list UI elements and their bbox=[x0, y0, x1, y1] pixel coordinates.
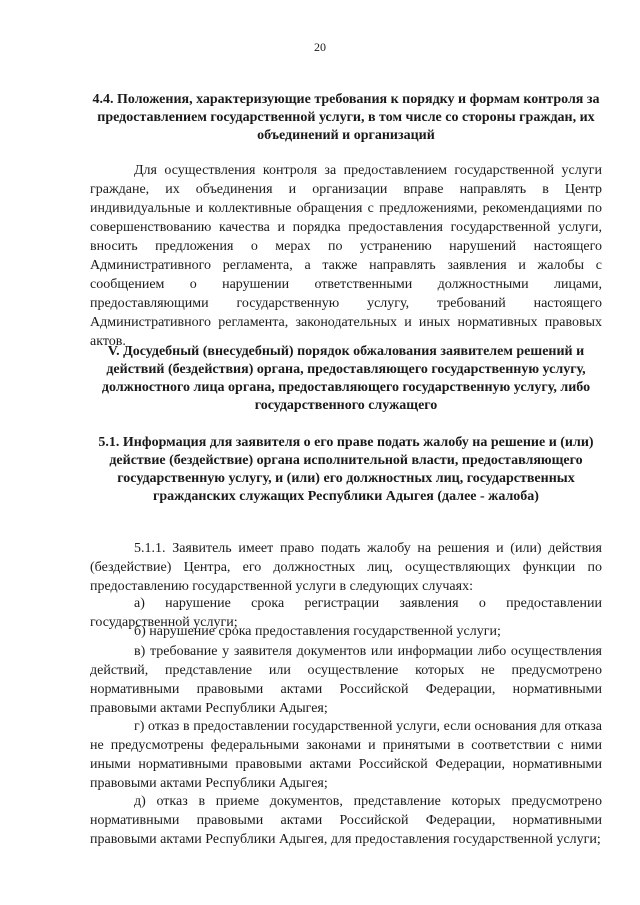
section-5-1-heading: 5.1. Информация для заявителя о его праве подать жалобу на решение и (или) действие (бездействие) органа исполнительной власти, предоставляющего государственную услугу, и (или) его должностных лиц, государственных гражданских служащих Республики Адыгея (далее - жалоба) bbox=[98, 435, 594, 504]
paragraph-text: 5.1.1. Заявитель имеет право подать жалобу на решения и (или) действия (бездействие) Центра, его должностных лиц, осуществляющих функции по предоставлению государственной услуги в следующих случаях: bbox=[90, 541, 602, 594]
section-5-heading: V. Досудебный (внесудебный) порядок обжалования заявителем решений и действий (бездействия) органа, предоставляющего государственную услугу, должностного лица органа, предоставляющего государственную услугу, либо государственного служащего bbox=[101, 344, 591, 413]
list-item-g bbox=[90, 717, 602, 793]
page-number: 20 bbox=[314, 40, 326, 54]
list-item-b bbox=[90, 622, 602, 641]
list-item-text: в) требование у заявителя документов или информации либо осуществления действий, представление или осуществление которых не предусмотрено нормативными правовыми актами Российской Федерации, нормативными правовыми актами Республики Адыгея; bbox=[90, 644, 602, 716]
list-item-d bbox=[90, 792, 602, 849]
paragraph-5-1-1 bbox=[90, 539, 602, 596]
paragraph-text: Для осуществления контроля за предоставлением государственной услуги граждане, их объединения и организации вправе направлять в Центр индивидуальные и коллективные обращения с предложениями, рекомендациями по совершенствованию качества и порядка предоставления государственной услуги, вносить предложения о мерах по устранению нарушений настоящего Административного регламента, а также направлять заявления и жалобы с сообщением о нарушении ответственными должностными лицами, предоставляющими государственную услугу, требований настоящего Административного регламента, законодательных и иных нормативных правовых актов. bbox=[90, 163, 602, 349]
section-4-4-paragraph bbox=[90, 161, 602, 351]
section-4-4-heading: 4.4. Положения, характеризующие требования к порядку и формам контроля за предоставлением государственной услуги, в том числе со стороны граждан, их объединений и организаций bbox=[92, 92, 600, 143]
list-item-text: д) отказ в приеме документов, представление которых предусмотрено нормативными правовыми актами Российской Федерации, нормативными правовыми актами Республики Адыгея, для предоставления государственной услуги; bbox=[90, 794, 602, 847]
list-item-text: г) отказ в предоставлении государственной услуги, если основания для отказа не предусмотрены федеральными законами и принятыми в соответствии с ними иными нормативными правовыми актами Российской Федерации, нормативными правовыми актами Республики Адыгея; bbox=[90, 719, 602, 791]
list-item-text: а) нарушение срока регистрации заявления о предоставлении государственной услуги; bbox=[90, 596, 602, 630]
list-item-text: б) нарушение срока предоставления государственной услуги; bbox=[134, 624, 501, 639]
list-item-v bbox=[90, 642, 602, 718]
